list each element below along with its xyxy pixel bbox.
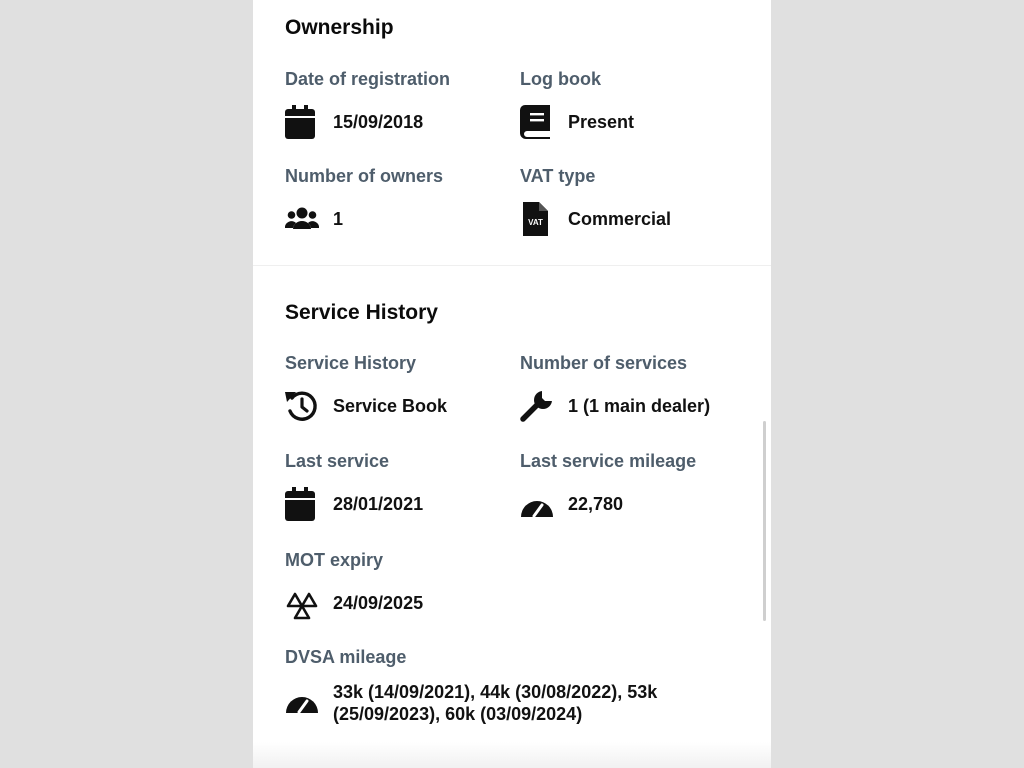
- last-service-value: 28/01/2021: [333, 494, 424, 514]
- speedometer-icon: [520, 487, 552, 521]
- wrench-icon: [520, 389, 552, 423]
- book-icon: [520, 105, 552, 139]
- date-of-registration-label: Date of registration: [285, 69, 451, 89]
- number-of-owners-label: Number of owners: [285, 166, 444, 186]
- service-history-value: Service Book: [333, 396, 448, 416]
- mot-triangles-icon: [285, 586, 317, 620]
- vat-document-icon: [520, 202, 552, 236]
- section-title-service-history: Service History: [285, 301, 438, 324]
- dvsa-mileage-label: DVSA mileage: [285, 647, 407, 667]
- date-of-registration-value: 15/09/2018: [333, 112, 424, 132]
- section-title-ownership: Ownership: [285, 16, 394, 39]
- speedometer-icon: [285, 683, 317, 717]
- svg-text:VAT: VAT: [528, 218, 543, 227]
- mot-expiry-value: 24/09/2025: [333, 593, 424, 613]
- vehicle-details-panel: [253, 0, 771, 768]
- log-book-value: Present: [568, 112, 635, 132]
- service-history-section: [253, 266, 771, 768]
- number-of-services-label: Number of services: [520, 353, 688, 373]
- calendar-icon: [285, 105, 317, 139]
- bottom-fade: [253, 742, 771, 768]
- vat-type-label: VAT type: [520, 166, 596, 186]
- vat-type-value: Commercial: [568, 209, 672, 229]
- service-history-label: Service History: [285, 353, 417, 373]
- calendar-icon: [285, 487, 317, 521]
- history-icon: [285, 389, 317, 423]
- mot-expiry-label: MOT expiry: [285, 550, 384, 570]
- dvsa-mileage-value: 33k (14/09/2021), 44k (30/08/2022), 53k (25/09/2023), 60k (03/09/2024): [333, 682, 658, 724]
- last-service-label: Last service: [285, 451, 390, 471]
- last-service-mileage-value: 22,780: [568, 494, 624, 514]
- number-of-services-value: 1 (1 main dealer): [568, 396, 711, 416]
- ownership-section: [253, 0, 771, 265]
- last-service-mileage-label: Last service mileage: [520, 451, 697, 471]
- number-of-owners-value: 1: [333, 209, 344, 229]
- users-icon: [285, 202, 317, 236]
- scrollbar[interactable]: [763, 421, 766, 621]
- log-book-label: Log book: [520, 69, 601, 89]
